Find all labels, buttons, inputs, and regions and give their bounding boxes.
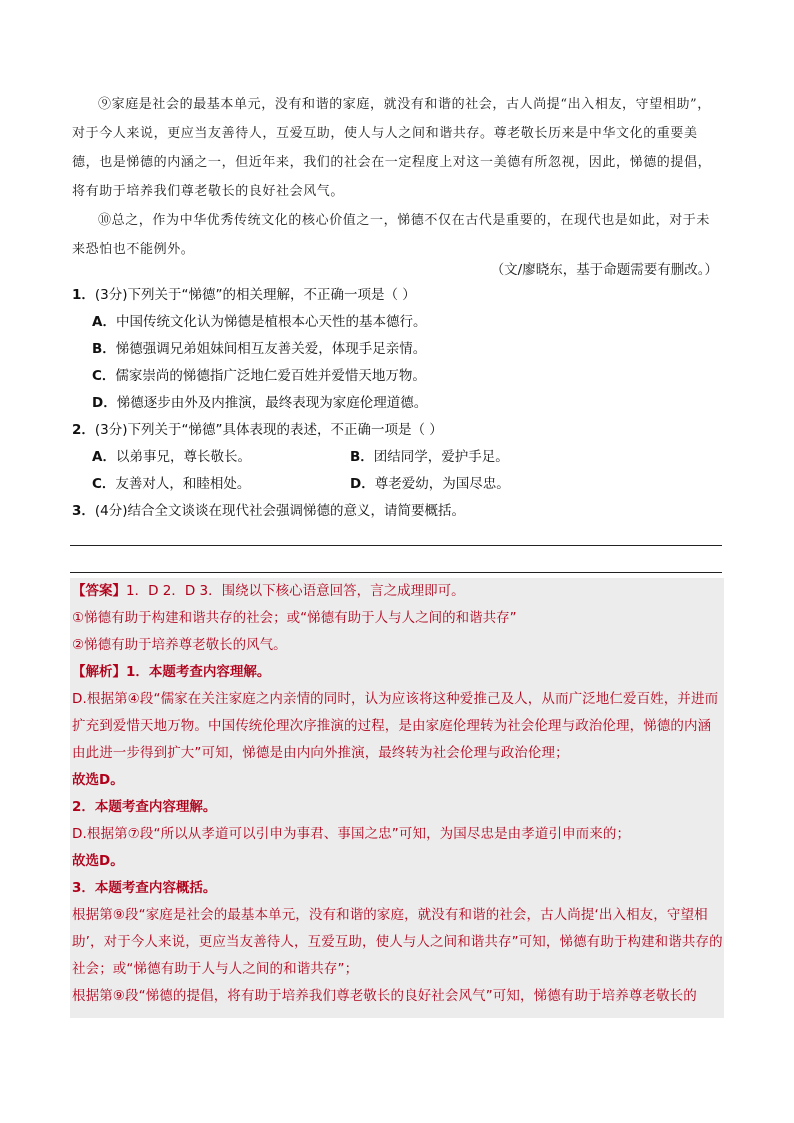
question-2 xyxy=(72,417,732,444)
question-1 xyxy=(72,282,732,309)
option-text: 儒家崇尚的悌德指广泛地仁爱百姓并爱惜天地万物。 xyxy=(115,368,426,384)
question-3 xyxy=(72,498,732,525)
option-letter: C． xyxy=(92,368,116,384)
option-letter: A． xyxy=(92,449,116,465)
answer-label: 【答案】 xyxy=(72,583,126,599)
answer-summary xyxy=(70,578,724,605)
option-text: 团结同学，爱护手足。 xyxy=(373,449,509,465)
question-number: 3． xyxy=(72,503,95,519)
passage xyxy=(72,90,722,264)
option-text: 尊老爱幼，为国尽忠。 xyxy=(374,476,510,492)
answer-explanation-box xyxy=(70,578,724,1018)
answer-point-1: ①悌德有助于构建和谐共存的社会；或“悌德有助于人与人之间的和谐共存” xyxy=(72,610,517,626)
option-letter: D． xyxy=(350,476,375,492)
analysis-3-title: 3．本题考查内容概括。 xyxy=(72,880,217,896)
question-1-option-b xyxy=(72,336,732,363)
question-1-option-d xyxy=(72,390,732,417)
analysis-heading xyxy=(70,659,724,686)
analysis-1-conclusion: 故选D。 xyxy=(72,772,124,788)
option-letter: D． xyxy=(92,395,117,411)
question-1-option-c xyxy=(72,363,732,390)
option-text: 悌德强调兄弟姐妹间相互友善关爱，体现手足亲情。 xyxy=(115,341,427,357)
option-text: 悌德逐步由外及内推演，最终表现为家庭伦理道德。 xyxy=(116,395,428,411)
option-text: 友善对人，和睦相处。 xyxy=(115,476,251,492)
answer-line-1 xyxy=(70,545,722,546)
answer-line-2 xyxy=(70,572,722,573)
question-1-option-a xyxy=(72,309,732,336)
question-text: (4分)结合全文谈谈在现代社会强调悌德的意义，请简要概括。 xyxy=(94,503,466,519)
analysis-3-body-2: 根据第⑨段“悌德的提倡，将有助于培养我们尊老敬长的良好社会风气”可知，悌德有助于培养尊老敬长的 xyxy=(72,988,697,1004)
question-2-option-d xyxy=(350,471,608,498)
analysis-2-body: D.根据第⑦段“所以从孝道可以引申为事君、事国之忠”可知，为国尽忠是由孝道引申而来的； xyxy=(72,826,631,842)
questions-section xyxy=(72,282,732,525)
option-text: 中国传统文化认为悌德是植根本心天性的基本德行。 xyxy=(115,314,427,330)
question-2-option-c xyxy=(92,471,350,498)
option-letter: A． xyxy=(92,314,116,330)
question-2-option-a xyxy=(92,444,350,471)
passage-paragraph-10: ⑩总之，作为中华优秀传统文化的核心价值之一，悌德不仅在古代是重要的，在现代也是如此，对于未来恐怕也不能例外。 xyxy=(72,213,711,257)
answer-key: 1．D 2．D 3．围绕以下核心语意回答，言之成理即可。 xyxy=(126,583,465,599)
analysis-2-title: 2．本题考查内容理解。 xyxy=(72,799,217,815)
analysis-1-body: D.根据第④段“儒家在关注家庭之内亲情的同时，认为应该将这种爱推己及人，从而广泛地仁爱百姓，并进而扩充到爱惜天地万物。中国传统伦理次序推演的过程，是由家庭伦理转为社会伦理与政治伦理，悌德的内涵由此进一步得到扩大”可知，悌德是由内向外推演，最终转为社会伦理与政治伦理； xyxy=(72,691,719,761)
option-letter: C． xyxy=(92,476,116,492)
question-2-option-b xyxy=(350,444,608,471)
question-2-options-row-1 xyxy=(72,444,732,471)
question-number: 1． xyxy=(72,287,95,303)
analysis-3-body-1: 根据第⑨段“家庭是社会的最基本单元，没有和谐的家庭，就没有和谐的社会，古人尚提‘出入相友，守望相助’，对于今人来说，更应当友善待人，互爱互助，使人与人之间和谐共存”可知，悌德有助于构建和谐共存的社会；或“悌德有助于人与人之间的和谐共存”； xyxy=(72,907,723,977)
question-2-options-row-2 xyxy=(72,471,732,498)
analysis-1-title: 1．本题考查内容理解。 xyxy=(126,664,271,680)
option-letter: B． xyxy=(92,341,116,357)
passage-paragraph-9: ⑨家庭是社会的最基本单元，没有和谐的家庭，就没有和谐的社会，古人尚提“出入相友，守望相助”，对于今人来说，更应当友善待人，互爱互助，使人与人之间和谐共存。尊老敬长历来是中华文化的重要美德，也是悌德的内涵之一，但近年来，我们的社会在一定程度上对这一美德有所忽视，因此，悌德的提倡，将有助于培养我们尊老敬长的良好社会风气。 xyxy=(72,97,712,199)
question-text: (3分)下列关于“悌德”的相关理解，不正确一项是（ ） xyxy=(94,287,416,303)
analysis-2-conclusion: 故选D。 xyxy=(72,853,124,869)
question-text: (3分)下列关于“悌德”具体表现的表述，不正确一项是（ ） xyxy=(94,422,443,438)
option-letter: B． xyxy=(350,449,374,465)
source-citation: （文/廖晓东，基于命题需要有删改。） xyxy=(490,262,718,278)
answer-point-2: ②悌德有助于培养尊老敬长的风气。 xyxy=(72,637,287,653)
question-number: 2． xyxy=(72,422,95,438)
option-text: 以弟事兄，尊长敬长。 xyxy=(115,449,251,465)
analysis-label: 【解析】 xyxy=(72,664,126,680)
